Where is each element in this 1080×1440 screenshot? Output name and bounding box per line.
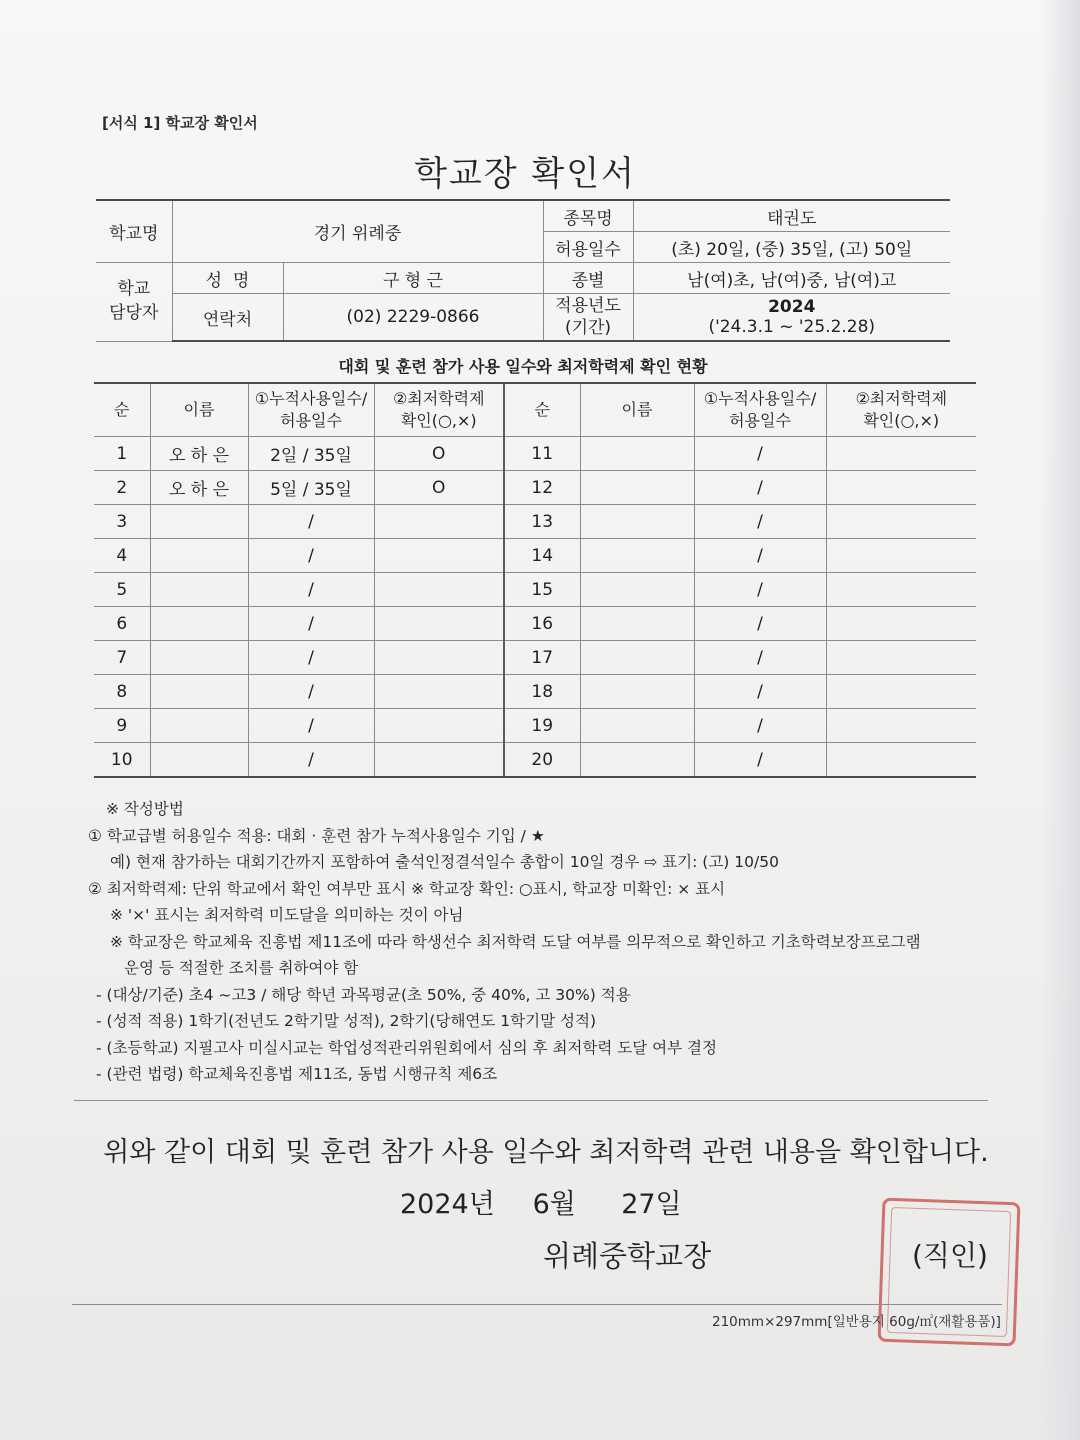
cell-no: 10 (94, 743, 150, 778)
note-line: ① 학교급별 허용일수 적용: 대회 · 훈련 참가 누적사용일수 기입 / ★ (88, 826, 545, 845)
cell-days: / (694, 471, 826, 505)
paper-spec: 210mm×297mm[일반용지 60g/㎡(재활용품)] (712, 1314, 1001, 1330)
note-line: ② 최저학력제: 단위 학교에서 확인 여부만 표시 ※ 학교장 확인: ○표시, 학교장 미확인: × 표시 (88, 879, 726, 898)
table-header-cell: ②최저학력제 확인(○,×) (826, 383, 976, 437)
cell-days: / (248, 505, 374, 539)
cell-name: 오 하 은 (150, 471, 248, 505)
cell-no: 9 (94, 709, 150, 743)
document-title: 학교장 확인서 (414, 154, 636, 194)
principal-name: 위례중학교장 (543, 1239, 712, 1273)
contact-value: (02) 2229-0866 (283, 294, 543, 342)
cell-check (826, 437, 976, 471)
cell-check (374, 709, 504, 743)
cell-days: / (248, 607, 374, 641)
note-line: ※ 학교장은 학교체육 진흥법 제11조에 따라 학생선수 최저학력 도달 여부를 의무적으로 확인하고 기초학력보장프로그램 (110, 932, 921, 951)
note-line: - (관련 법령) 학교체육진흥법 제11조, 동법 시행규칙 제6조 (96, 1065, 498, 1083)
cell-no: 16 (504, 607, 580, 641)
allowed-days-value: (초) 20일, (중) 35일, (고) 50일 (633, 232, 950, 263)
cell-check: O (374, 437, 504, 471)
table-header-cell: 이름 (150, 383, 248, 437)
table-row (94, 641, 976, 675)
cell-no: 8 (94, 675, 150, 709)
cell-check (826, 573, 976, 607)
cell-check (374, 539, 504, 573)
cell-name (580, 607, 694, 641)
cell-name: 오 하 은 (150, 437, 248, 471)
cell-name (150, 539, 248, 573)
cell-check (826, 675, 976, 709)
cell-no: 18 (504, 675, 580, 709)
cell-check (826, 641, 976, 675)
cell-no: 2 (94, 471, 150, 505)
cell-check (374, 743, 504, 778)
year-value: 2024 (768, 297, 816, 317)
cell-name (150, 505, 248, 539)
cell-no: 1 (94, 437, 150, 471)
table-header-cell: ①누적사용일수/ 허용일수 (694, 383, 826, 437)
note-line: 예) 현재 참가하는 대회기간까지 포함하여 출석인정결석일수 총합이 10일 경우 ⇨ 표기: (고) 10/50 (110, 853, 779, 871)
cell-days: / (694, 437, 826, 471)
cell-name (150, 709, 248, 743)
date-year: 2024년 (400, 1189, 495, 1220)
allowed-days-label: 허용일수 (543, 232, 633, 263)
seal-label: (직인) (912, 1239, 988, 1272)
note-line: 운영 등 적절한 조치를 취하여야 함 (124, 959, 359, 977)
cell-no: 7 (94, 641, 150, 675)
cell-days: / (248, 539, 374, 573)
cell-name (580, 539, 694, 573)
cell-check (374, 573, 504, 607)
cell-days: / (248, 573, 374, 607)
table-header-cell: 순 (94, 383, 150, 437)
cell-no: 3 (94, 505, 150, 539)
participation-table (94, 382, 976, 778)
table-header-cell: ②최저학력제 확인(○,×) (374, 383, 504, 437)
date-day: 27일 (621, 1189, 682, 1220)
cell-name (580, 709, 694, 743)
cell-check: O (374, 471, 504, 505)
school-label: 학교명 (96, 200, 172, 263)
contact-label: 연락처 (172, 294, 283, 342)
school-value: 경기 위례중 (172, 200, 543, 263)
table-row (94, 743, 976, 778)
table-header-cell: 순 (504, 383, 580, 437)
table-row (94, 573, 976, 607)
school-info-table (96, 199, 950, 342)
cell-days: / (694, 743, 826, 778)
cell-days: 5일 / 35일 (248, 471, 374, 505)
cell-days: / (694, 675, 826, 709)
cell-check (826, 505, 976, 539)
cell-days: / (694, 539, 826, 573)
table-header-cell: 이름 (580, 383, 694, 437)
cell-days: / (248, 743, 374, 778)
date-month: 6월 (532, 1189, 576, 1220)
cell-check (826, 709, 976, 743)
cell-name (150, 641, 248, 675)
cell-days: / (694, 505, 826, 539)
cell-days: / (248, 709, 374, 743)
cell-check (826, 743, 976, 778)
cell-check (374, 675, 504, 709)
cell-days: / (694, 573, 826, 607)
name-label: 성 명 (172, 263, 283, 294)
section-title: 대회 및 훈련 참가 사용 일수와 최저학력제 확인 현황 (338, 357, 708, 376)
cell-name (150, 573, 248, 607)
name-value: 구 형 근 (283, 263, 543, 294)
category-value: 남(여)초, 남(여)중, 남(여)고 (633, 263, 950, 294)
divider (74, 1100, 988, 1101)
cell-no: 13 (504, 505, 580, 539)
cell-name (580, 505, 694, 539)
notes-heading: ※ 작성방법 (106, 800, 184, 818)
cell-no: 11 (504, 437, 580, 471)
sport-label: 종목명 (543, 200, 633, 232)
note-line: ※ '×' 표시는 최저학력 미도달을 의미하는 것이 아님 (110, 906, 464, 924)
cell-check (374, 505, 504, 539)
year-label: 적용년도 (기간) (543, 294, 633, 342)
confirmation-date (400, 1182, 682, 1221)
cell-no: 15 (504, 573, 580, 607)
period-value: ('24.3.1 ~ '25.2.28) (708, 317, 876, 337)
cell-no: 12 (504, 471, 580, 505)
form-label: [서식 1] 학교장 확인서 (102, 114, 258, 132)
cell-days: / (248, 675, 374, 709)
paper-shadow (1040, 0, 1080, 1440)
table-row (94, 539, 976, 573)
cell-name (580, 743, 694, 778)
cell-days: / (694, 607, 826, 641)
cell-days: / (694, 709, 826, 743)
cell-no: 17 (504, 641, 580, 675)
note-line: - (대상/기준) 초4 ~고3 / 해당 학년 과목평균(초 50%, 중 40%, 고 30%) 적용 (96, 985, 631, 1004)
cell-check (374, 641, 504, 675)
cell-name (150, 743, 248, 778)
sport-value: 태권도 (633, 200, 950, 232)
table-row (94, 709, 976, 743)
cell-check (826, 471, 976, 505)
cell-days: / (694, 641, 826, 675)
cell-no: 20 (504, 743, 580, 778)
cell-name (150, 607, 248, 641)
confirmation-statement: 위와 같이 대회 및 훈련 참가 사용 일수와 최저학력 관련 내용을 확인합니다. (103, 1137, 989, 1168)
cell-name (580, 437, 694, 471)
cell-check (374, 607, 504, 641)
cell-no: 6 (94, 607, 150, 641)
cell-no: 19 (504, 709, 580, 743)
cell-name (580, 471, 694, 505)
note-line: - (초등학교) 지필고사 미실시교는 학업성적관리위원회에서 심의 후 최저학력 도달 여부 결정 (96, 1038, 717, 1057)
cell-check (826, 539, 976, 573)
cell-name (580, 675, 694, 709)
cell-name (580, 641, 694, 675)
writing-instructions (88, 796, 921, 1088)
cell-days: 2일 / 35일 (248, 437, 374, 471)
cell-name (580, 573, 694, 607)
cell-check (826, 607, 976, 641)
footer-line (72, 1304, 1002, 1305)
table-row (94, 437, 976, 471)
year-cell (633, 294, 950, 342)
table-row (94, 675, 976, 709)
note-line: - (성적 적용) 1학기(전년도 2학기말 성적), 2학기(당해연도 1학기말 성적) (96, 1012, 596, 1030)
table-row (94, 471, 976, 505)
table-row (94, 505, 976, 539)
category-label: 종별 (543, 263, 633, 294)
cell-days: / (248, 641, 374, 675)
cell-no: 5 (94, 573, 150, 607)
cell-no: 4 (94, 539, 150, 573)
cell-no: 14 (504, 539, 580, 573)
table-header-cell: ①누적사용일수/ 허용일수 (248, 383, 374, 437)
cell-name (150, 675, 248, 709)
table-row (94, 607, 976, 641)
manager-label: 학교 담당자 (96, 263, 172, 342)
